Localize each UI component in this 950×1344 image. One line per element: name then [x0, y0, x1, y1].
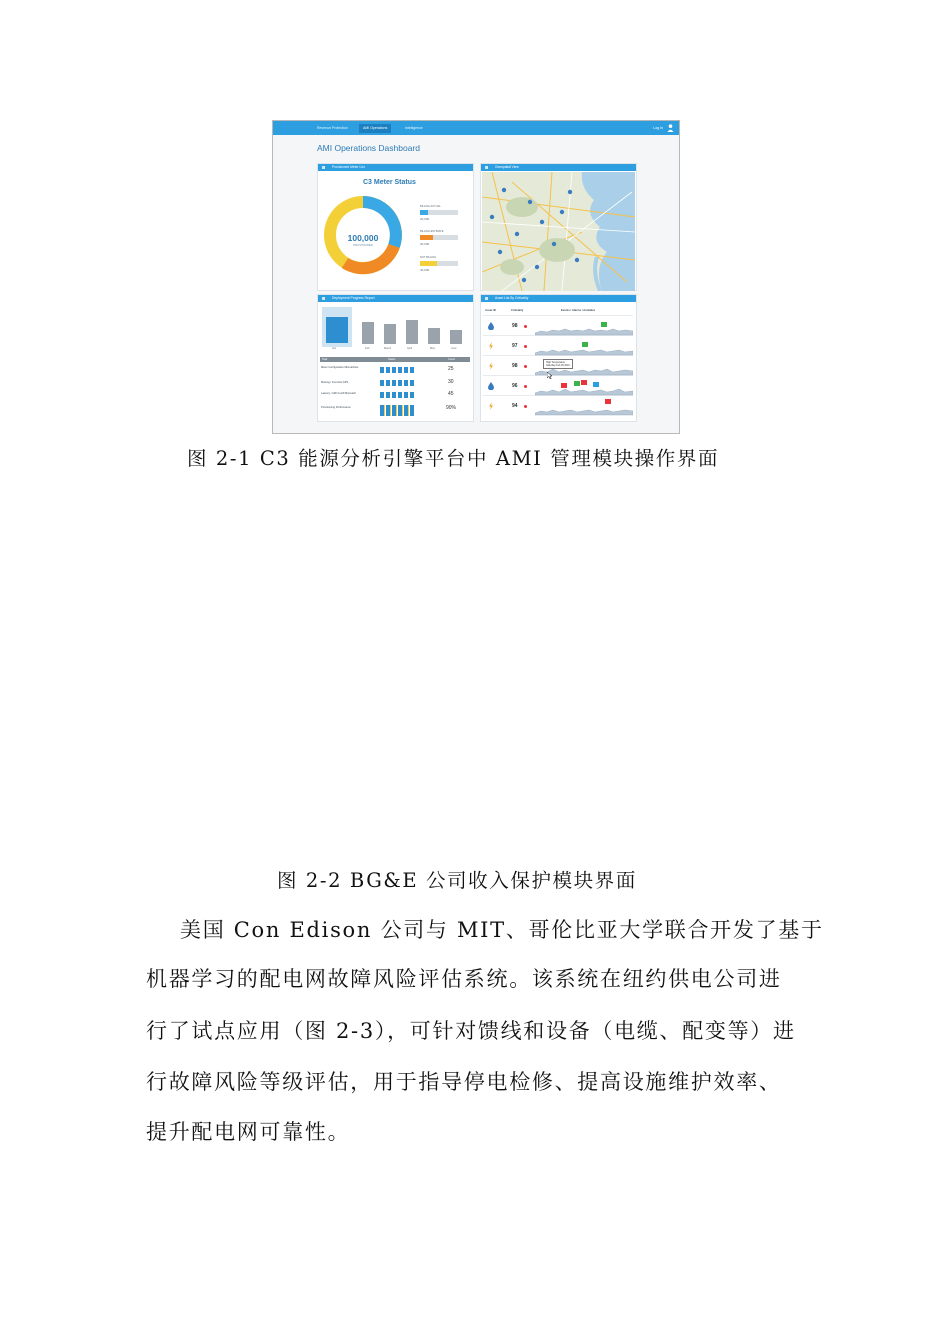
nav-tab-intelligence: Intelligence	[405, 126, 423, 130]
dashboard-nav-bar	[273, 121, 679, 135]
task-sparkbar	[380, 380, 414, 386]
deployment-progress-panel	[317, 294, 474, 422]
asset-criticality-panel	[480, 294, 637, 422]
map-image	[482, 172, 635, 291]
legend-not-billing-bar	[420, 261, 458, 266]
task-count: 30	[448, 379, 454, 385]
lightning-icon	[488, 402, 494, 410]
nav-tab-ami-operations: AMI Operations	[359, 124, 391, 133]
task-header-count: Count	[448, 357, 455, 361]
figure-2-1-caption: 图 2-1 C3 能源分析引擎平台中 AMI 管理模块操作界面	[187, 447, 720, 470]
asset-header-id: Asset ID	[485, 309, 496, 312]
event-tag	[605, 399, 611, 404]
geospatial-map	[482, 172, 635, 291]
event-tag	[561, 383, 567, 388]
deploy-bar-june	[450, 330, 462, 344]
deploy-bar-march	[384, 324, 396, 344]
task-sparkbar	[380, 392, 414, 398]
tooltip-title: High Temperature	[546, 361, 565, 364]
meter-status-panel	[317, 163, 474, 291]
legend-billing-estimate-label: BILLING ESTIMATE	[420, 230, 444, 233]
legend-not-billing-value: 40,000	[420, 268, 430, 272]
criticality-value: 94	[512, 403, 518, 409]
nav-tab-revenue-protection: Revenue Protection	[317, 126, 348, 130]
figure-2-1-dashboard-screenshot	[272, 120, 680, 434]
task-name: Provisioning Performance	[321, 406, 351, 409]
login-link: Log In	[653, 126, 663, 130]
critical-dot	[524, 405, 527, 408]
legend-billing-actual-value: 20,000	[420, 217, 430, 221]
critical-dot	[524, 345, 527, 348]
paragraph-line-2: 机器学习的配电网故障风险评估系统。该系统在纽约供电公司进	[146, 967, 782, 991]
critical-dot	[524, 325, 527, 328]
criticality-value: 98	[512, 323, 518, 329]
row-divider	[483, 315, 633, 316]
legend-billing-estimate-bar	[420, 235, 458, 240]
task-sparkbar	[380, 367, 414, 373]
meter-panel-header: Provisioned Meter List	[318, 164, 473, 171]
month-label: May	[430, 347, 435, 350]
lightning-icon	[488, 362, 494, 370]
task-name: Missing / Incorrect GPS	[321, 381, 349, 384]
water-drop-icon	[488, 322, 494, 330]
task-count: 25	[448, 366, 454, 372]
task-name: Meter Configuration Mismatches	[321, 366, 359, 369]
event-tag	[574, 381, 580, 386]
deploy-bar-may	[428, 328, 440, 344]
cursor-icon	[547, 372, 553, 379]
event-tag	[601, 322, 607, 327]
meter-status-title: C3 Meter Status	[363, 179, 416, 186]
event-tag	[593, 382, 599, 387]
legend-billing-actual-bar	[420, 210, 458, 215]
paragraph-line-3: 行了试点应用（图 2-3），可针对馈线和设备（电缆、配变等）进	[146, 1019, 796, 1043]
month-label: Jan	[332, 347, 337, 350]
critical-dot	[524, 365, 527, 368]
lightning-icon	[488, 342, 494, 350]
water-drop-icon	[488, 382, 494, 390]
user-icon	[667, 124, 674, 132]
month-label: June	[451, 347, 457, 350]
month-label: April	[407, 347, 413, 350]
asset-panel-header: Asset List By Criticality	[481, 295, 636, 302]
deploy-bar-april	[406, 320, 418, 344]
deployment-panel-header: Deployment Progress Report	[318, 295, 473, 302]
event-tooltip	[543, 359, 573, 369]
task-name: Latency / AMI Cutoff Mismatch	[321, 392, 357, 395]
tooltip-date: Saturday Feb 25 2016	[546, 364, 570, 367]
critical-dot	[524, 385, 527, 388]
legend-billing-actual-label: BILLING ACTUAL	[420, 205, 441, 208]
criticality-value: 97	[512, 343, 518, 349]
month-label: March	[384, 347, 392, 350]
event-tag	[582, 342, 588, 347]
map-panel-header: Geospatial View	[481, 164, 636, 171]
donut-subtitle: PROVISIONED	[353, 243, 373, 247]
task-count: 90%	[446, 405, 457, 411]
event-tag	[581, 380, 587, 385]
paragraph-line-5: 提升配电网可靠性。	[146, 1120, 351, 1144]
legend-not-billing-label: NOT BILLING	[420, 256, 437, 259]
legend-billing-estimate-value: 30,000	[420, 242, 430, 246]
task-header-task: Task	[322, 357, 328, 361]
task-sparkbar	[380, 405, 414, 416]
dashboard-title: AMI Operations Dashboard	[317, 143, 420, 153]
task-header-status: Status	[388, 357, 396, 361]
criticality-value: 96	[512, 383, 518, 389]
deploy-current-bar	[326, 317, 348, 343]
asset-header-events: Events / Alarms / Anolalies	[561, 309, 596, 312]
paragraph-line-1: 美国 Con Edison 公司与 MIT、哥伦比亚大学联合开发了基于	[180, 918, 824, 942]
figure-2-2-caption: 图 2-2 BG&E 公司收入保护模块界面	[277, 869, 637, 892]
geospatial-view-panel	[480, 163, 637, 291]
deploy-bar-feb	[362, 322, 374, 344]
paragraph-line-4: 行故障风险等级评估，用于指导停电检修、提高设施维护效率、	[146, 1070, 782, 1094]
task-count: 45	[448, 391, 454, 397]
month-label: Feb	[365, 347, 370, 350]
task-table-header	[320, 357, 470, 362]
donut-total-value: 100,000	[347, 233, 379, 243]
asset-header-criticality: Criticality	[511, 309, 524, 312]
criticality-value: 98	[512, 363, 518, 369]
